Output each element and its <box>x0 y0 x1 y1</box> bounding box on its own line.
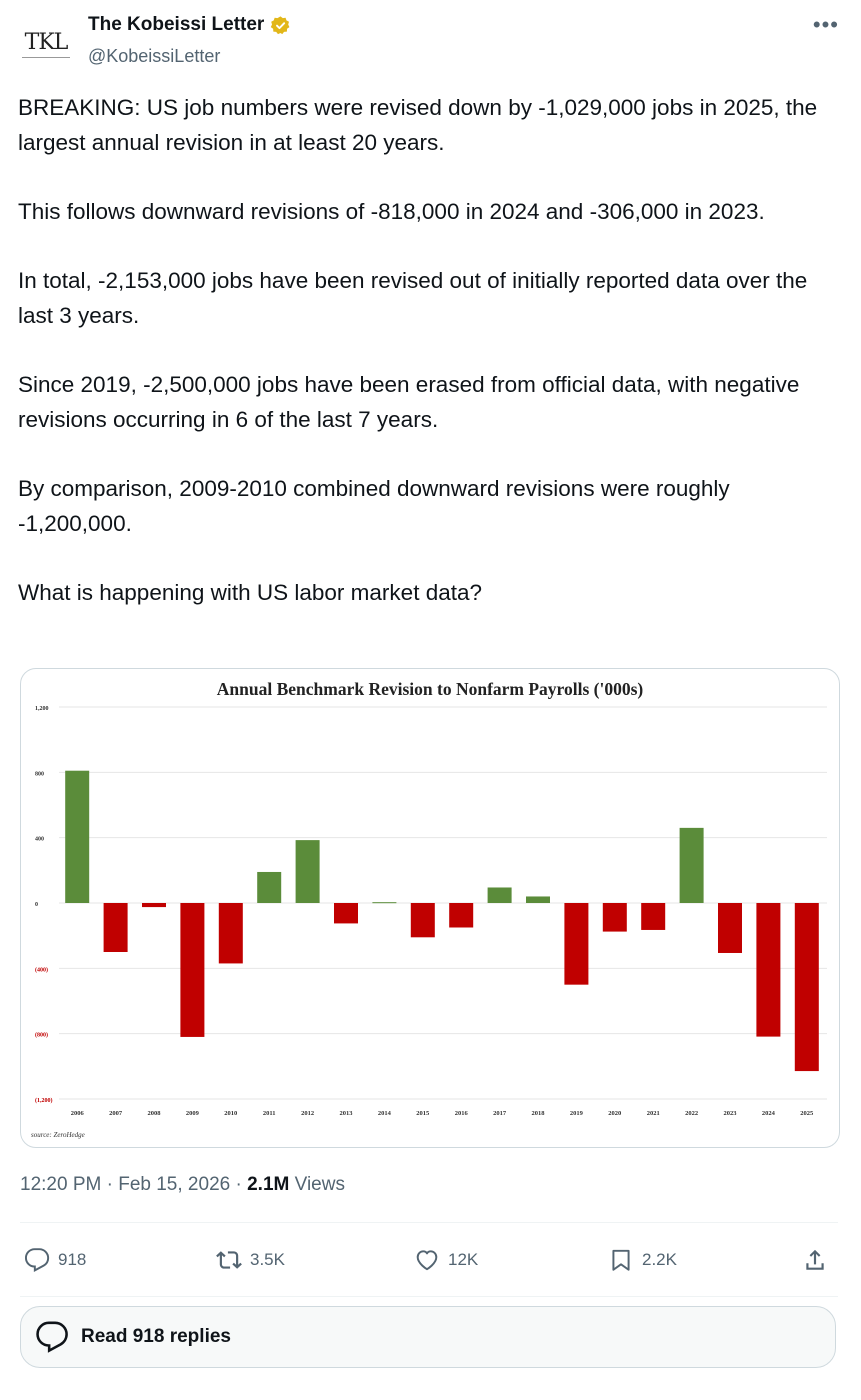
x-tick-label: 2024 <box>761 1110 775 1117</box>
tweet-text <box>18 90 843 644</box>
y-tick-label: (400) <box>35 967 48 974</box>
divider <box>20 1222 838 1223</box>
bar-2011 <box>257 872 281 903</box>
reply-icon <box>35 1320 69 1354</box>
bar-2016 <box>449 903 473 928</box>
tweet-paragraph: This follows downward revisions of -818,000 in 2024 and -306,000 in 2023. <box>18 199 765 224</box>
x-tick-label: 2017 <box>493 1110 507 1117</box>
x-tick-label: 2021 <box>646 1110 660 1117</box>
x-tick-label: 2018 <box>531 1110 545 1117</box>
reply-count: 918 <box>58 1250 87 1269</box>
author-name-row <box>88 14 291 36</box>
x-tick-label: 2009 <box>185 1110 199 1117</box>
bar-2008 <box>142 903 166 907</box>
y-tick-label: 400 <box>35 836 44 843</box>
repost-button[interactable] <box>216 1236 285 1284</box>
y-tick-label: 1,200 <box>35 706 49 712</box>
bar-2019 <box>564 903 588 985</box>
x-tick-label: 2008 <box>147 1110 161 1117</box>
y-tick-label: 800 <box>35 771 44 778</box>
like-button[interactable] <box>414 1236 478 1284</box>
bar-2006 <box>65 771 89 903</box>
avatar[interactable]: TKL <box>16 18 76 66</box>
bar-2021 <box>641 903 665 930</box>
tweet-meta <box>20 1174 345 1196</box>
x-tick-label: 2023 <box>723 1110 737 1117</box>
x-tick-label: 2012 <box>301 1110 315 1117</box>
heart-icon <box>414 1247 440 1273</box>
y-tick-label: (800) <box>35 1032 48 1039</box>
x-tick-label: 2025 <box>800 1110 814 1117</box>
bar-2015 <box>411 903 435 937</box>
chart-title: Annual Benchmark Revision to Nonfarm Payrolls ('000s) <box>216 679 644 699</box>
x-tick-label: 2010 <box>224 1110 238 1117</box>
views-label: Views <box>294 1174 345 1195</box>
tweet-paragraph: Since 2019, -2,500,000 jobs have been erased from official data, with negative revisions occurring in 6 of the last 7 years. <box>18 372 800 432</box>
x-tick-label: 2022 <box>685 1110 699 1117</box>
meta-separator: · <box>235 1174 248 1195</box>
read-replies-label: Read 918 replies <box>81 1326 231 1347</box>
x-tick-label: 2020 <box>608 1110 622 1117</box>
x-tick-label: 2007 <box>109 1110 123 1117</box>
repost-icon <box>216 1247 242 1273</box>
x-tick-label: 2019 <box>569 1110 583 1117</box>
tweet-date[interactable]: Feb 15, 2026 <box>118 1174 231 1195</box>
verified-badge-icon <box>270 15 291 36</box>
x-tick-label: 2013 <box>339 1110 353 1117</box>
y-tick-label: (1,200) <box>35 1098 53 1104</box>
more-options-icon[interactable]: ••• <box>812 12 839 37</box>
bar-2010 <box>219 903 243 963</box>
bar-2018 <box>526 896 550 903</box>
bar-2014 <box>372 902 396 903</box>
read-replies-button[interactable] <box>20 1306 836 1368</box>
tweet-paragraph: BREAKING: US job numbers were revised down by -1,029,000 jobs in 2025, the largest annual revision in at least 20 years. <box>18 95 818 155</box>
y-tick-label: 0 <box>35 902 38 908</box>
bar-2017 <box>488 887 512 903</box>
repost-count: 3.5K <box>250 1250 285 1269</box>
tweet-paragraph: In total, -2,153,000 jobs have been revised out of initially reported data over the last 3 years. <box>18 268 808 328</box>
bar-2023 <box>718 903 742 953</box>
author-handle[interactable]: @KobeissiLetter <box>88 46 221 66</box>
bar-2025 <box>795 903 819 1071</box>
bar-2022 <box>680 828 704 903</box>
x-tick-label: 2015 <box>416 1110 430 1117</box>
bookmark-button[interactable] <box>608 1236 677 1284</box>
x-tick-label: 2016 <box>454 1110 468 1117</box>
chart-source: source: ZeroHedge <box>31 1131 85 1139</box>
bar-2009 <box>180 903 204 1037</box>
tweet-paragraph: By comparison, 2009-2010 combined downward revisions were roughly -1,200,000. <box>18 476 730 536</box>
tweet-media-chart[interactable] <box>20 668 840 1148</box>
tweet-actions <box>0 1236 861 1284</box>
bar-2013 <box>334 903 358 923</box>
bar-chart <box>21 669 839 1147</box>
tweet-paragraph: What is happening with US labor market data? <box>18 580 482 605</box>
tweet-header <box>0 0 861 84</box>
share-button[interactable] <box>802 1236 828 1284</box>
tweet-time[interactable]: 12:20 PM <box>20 1174 102 1195</box>
bookmark-count: 2.2K <box>642 1250 677 1269</box>
divider <box>20 1296 838 1297</box>
x-tick-label: 2014 <box>377 1110 391 1117</box>
share-icon <box>802 1247 828 1273</box>
meta-separator: · <box>106 1174 119 1195</box>
reply-icon <box>24 1247 50 1273</box>
bar-2024 <box>756 903 780 1037</box>
bar-2020 <box>603 903 627 932</box>
x-tick-label: 2006 <box>70 1110 84 1117</box>
author-display-name[interactable]: The Kobeissi Letter <box>88 14 265 35</box>
like-count: 12K <box>448 1250 479 1269</box>
x-tick-label: 2011 <box>262 1110 276 1117</box>
views-count: 2.1M <box>247 1174 290 1195</box>
bar-2007 <box>104 903 128 952</box>
reply-button[interactable] <box>24 1236 86 1284</box>
bar-2012 <box>296 840 320 903</box>
bookmark-icon <box>608 1247 634 1273</box>
